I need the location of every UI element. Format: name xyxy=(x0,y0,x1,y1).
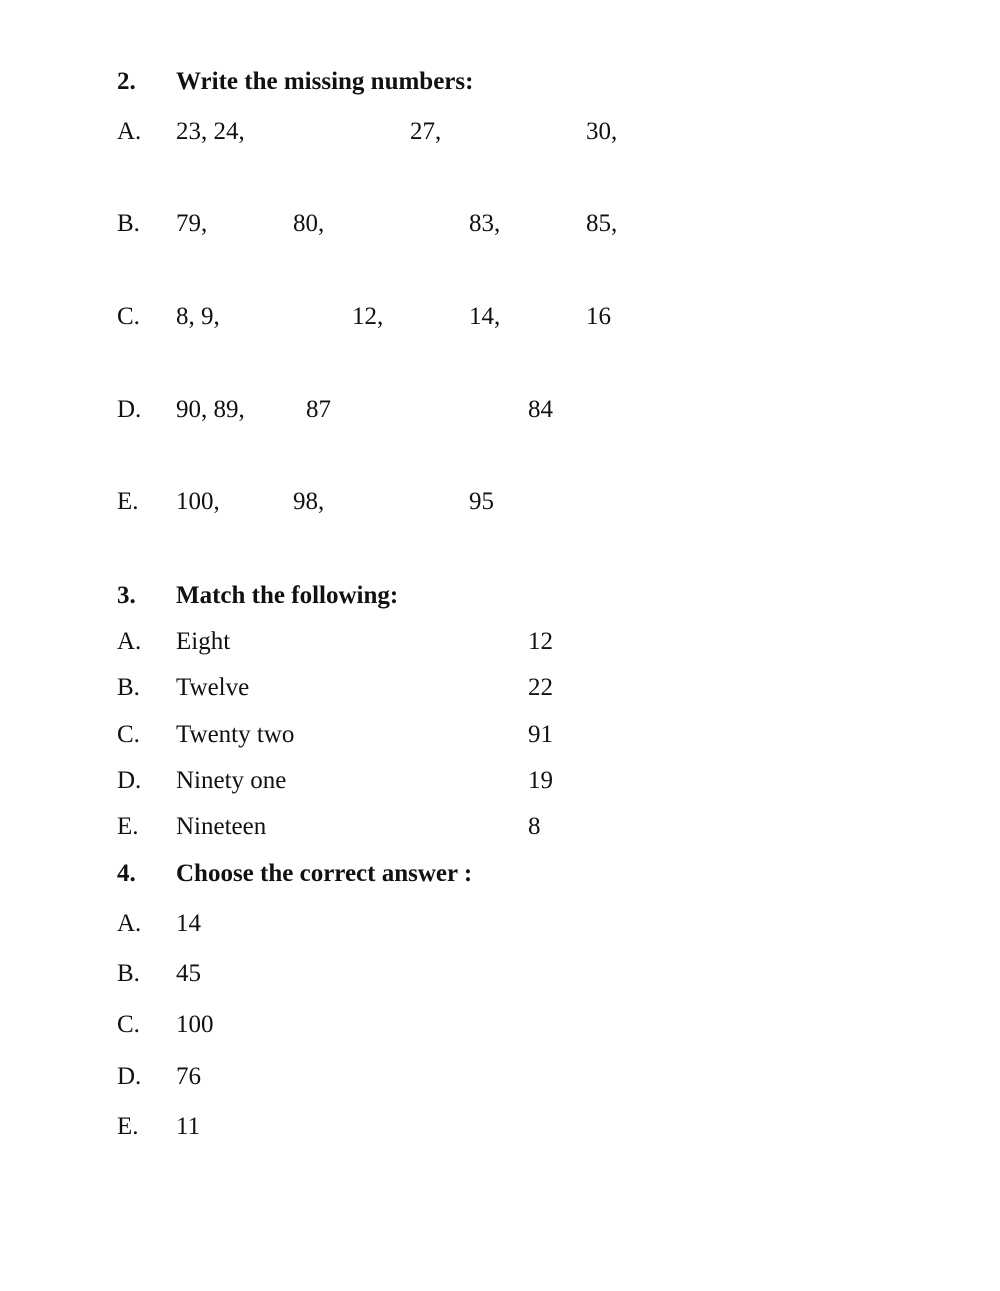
row-label: D. xyxy=(117,767,142,794)
sequence-number: 84 xyxy=(528,396,553,423)
section-2-number: 2. xyxy=(117,68,136,95)
sequence-number: 14, xyxy=(469,303,501,330)
sequence-number: 80, xyxy=(293,210,325,237)
sequence-number: 95 xyxy=(469,488,494,515)
section-4-title: Choose the correct answer : xyxy=(176,860,473,887)
match-number: 8 xyxy=(528,813,541,840)
section-3-title: Match the following: xyxy=(176,582,399,609)
match-number: 12 xyxy=(528,628,553,655)
match-number: 91 xyxy=(528,721,553,748)
row-label: C. xyxy=(117,1011,140,1038)
row-label: D. xyxy=(117,396,142,423)
section-4-number: 4. xyxy=(117,860,136,887)
sequence-number: 27, xyxy=(410,118,442,145)
row-label: B. xyxy=(117,210,140,237)
match-number: 22 xyxy=(528,674,553,701)
row-label: B. xyxy=(117,674,140,701)
match-word: Twenty two xyxy=(176,721,295,748)
sequence-number: 30, xyxy=(586,118,618,145)
sequence-number: 87 xyxy=(306,396,331,423)
answer-value: 76 xyxy=(176,1063,201,1090)
row-label: E. xyxy=(117,488,139,515)
sequence-number: 100, xyxy=(176,488,220,515)
sequence-number: 12, xyxy=(352,303,384,330)
row-label: C. xyxy=(117,303,140,330)
row-label: E. xyxy=(117,813,139,840)
answer-value: 45 xyxy=(176,960,201,987)
match-word: Eight xyxy=(176,628,231,655)
row-label: C. xyxy=(117,721,140,748)
answer-value: 11 xyxy=(176,1113,201,1140)
section-2-title: Write the missing numbers: xyxy=(176,68,474,95)
row-label: E. xyxy=(117,1113,139,1140)
match-word: Nineteen xyxy=(176,813,267,840)
answer-value: 100 xyxy=(176,1011,214,1038)
match-word: Twelve xyxy=(176,674,250,701)
sequence-number: 8, 9, xyxy=(176,303,220,330)
section-3-number: 3. xyxy=(117,582,136,609)
row-label: B. xyxy=(117,960,140,987)
row-label: D. xyxy=(117,1063,142,1090)
row-label: A. xyxy=(117,910,142,937)
match-word: Ninety one xyxy=(176,767,287,794)
sequence-number: 98, xyxy=(293,488,325,515)
sequence-number: 83, xyxy=(469,210,501,237)
sequence-number: 85, xyxy=(586,210,618,237)
sequence-number: 23, 24, xyxy=(176,118,245,145)
answer-value: 14 xyxy=(176,910,201,937)
sequence-number: 79, xyxy=(176,210,208,237)
sequence-number: 16 xyxy=(586,303,611,330)
sequence-number: 90, 89, xyxy=(176,396,245,423)
row-label: A. xyxy=(117,118,142,145)
row-label: A. xyxy=(117,628,142,655)
match-number: 19 xyxy=(528,767,553,794)
